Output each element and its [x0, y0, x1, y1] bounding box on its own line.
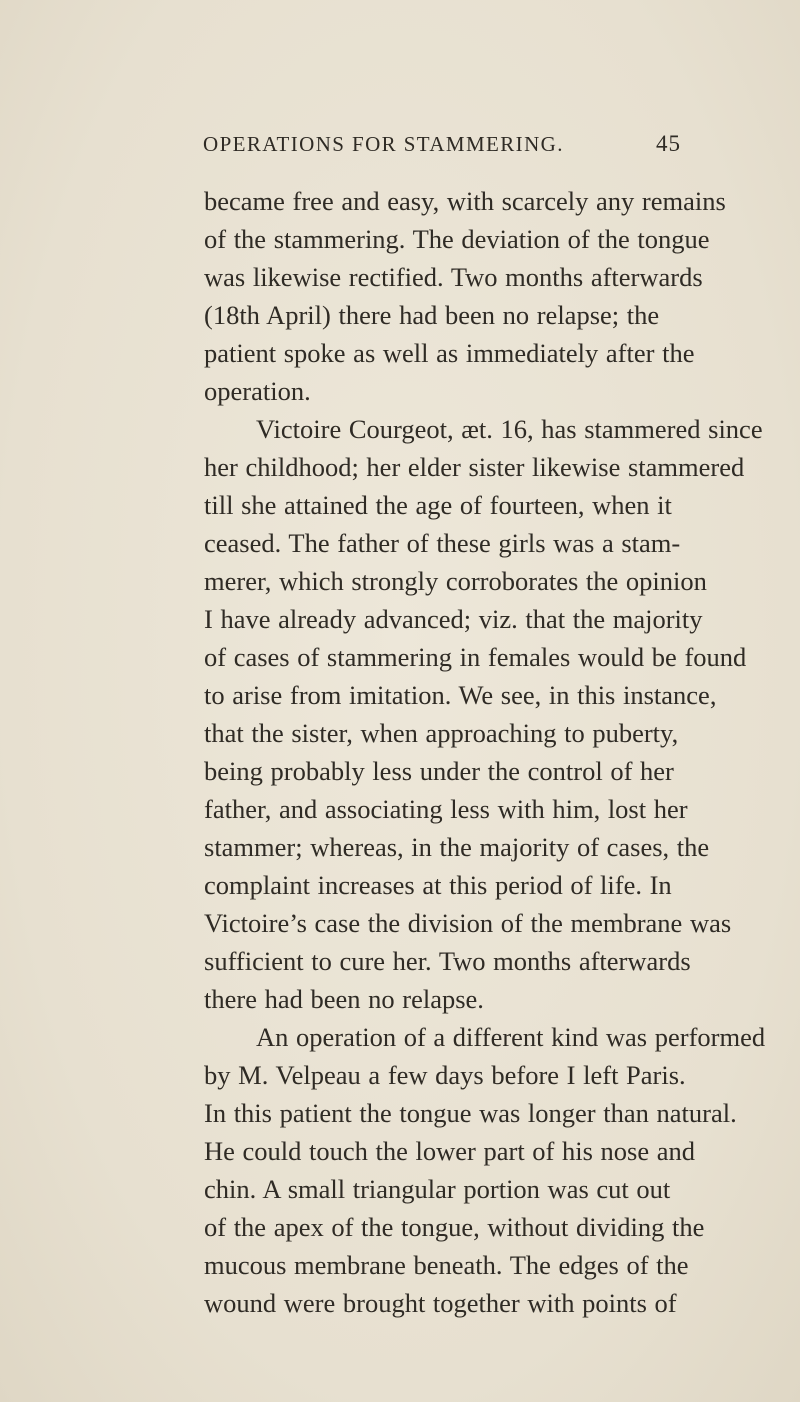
text-line: became free and easy, with scarcely any remains	[204, 186, 726, 216]
text-line: of the apex of the tongue, without dividing the	[204, 1212, 705, 1242]
text-line: In this patient the tongue was longer than natural.	[204, 1098, 737, 1128]
text-line: chin. A small triangular portion was cut out	[204, 1174, 671, 1204]
text-line: by M. Velpeau a few days before I left Paris.	[204, 1060, 686, 1090]
text-line: that the sister, when approaching to puberty,	[204, 718, 679, 748]
text-line: complaint increases at this period of life. In	[204, 870, 672, 900]
text-line: mucous membrane beneath. The edges of the	[204, 1250, 689, 1280]
text-line: her childhood; her elder sister likewise stammered	[204, 452, 745, 482]
text-line: (18th April) there had been no relapse; the	[204, 300, 660, 330]
text-line: patient spoke as well as immediately after the	[204, 338, 695, 368]
text-line: being probably less under the control of her	[204, 756, 674, 786]
page-number: 45	[656, 131, 681, 156]
text-line: merer, which strongly corroborates the opinion	[204, 566, 707, 596]
text-line: Victoire’s case the division of the membrane was	[204, 908, 732, 938]
text-line: stammer; whereas, in the majority of cases, the	[204, 832, 710, 862]
text-line: I have already advanced; viz. that the majority	[204, 604, 703, 634]
text-line: there had been no relapse.	[204, 984, 484, 1014]
text-line: of the stammering. The deviation of the tongue	[204, 224, 710, 254]
text-line: sufficient to cure her. Two months afterwards	[204, 946, 691, 976]
text-line: ceased. The father of these girls was a stam-	[204, 528, 681, 558]
text-line: He could touch the lower part of his nose and	[204, 1136, 696, 1166]
text-line: operation.	[204, 376, 311, 406]
text-line: father, and associating less with him, lost her	[204, 794, 688, 824]
text-line: of cases of stammering in females would be found	[204, 642, 747, 672]
text-line: till she attained the age of fourteen, when it	[204, 490, 672, 520]
text-line: Victoire Courgeot, æt. 16, has stammered since	[256, 414, 763, 444]
body-text	[204, 182, 766, 1322]
text-line: was likewise rectified. Two months afterwards	[204, 262, 703, 292]
text-line: to arise from imitation. We see, in this instance,	[204, 680, 717, 710]
text-line: wound were brought together with points of	[204, 1288, 677, 1318]
page-header	[203, 132, 681, 166]
text-line: An operation of a different kind was performed	[256, 1022, 766, 1052]
running-title: OPERATIONS FOR STAMMERING.	[203, 132, 564, 156]
